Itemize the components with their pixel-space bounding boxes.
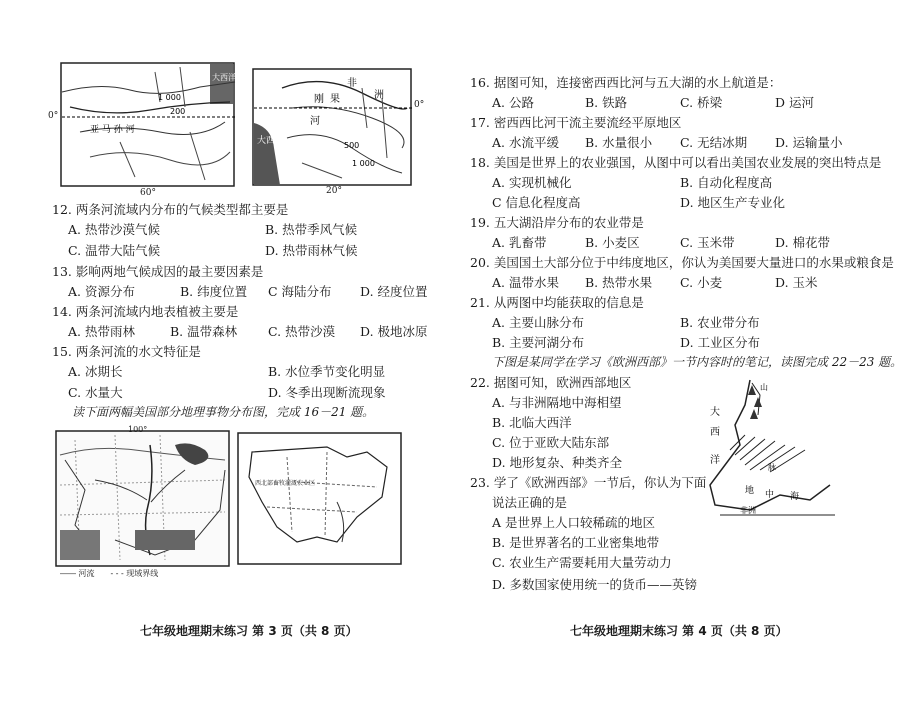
- q20-option-a[interactable]: A. 温带水果: [492, 275, 559, 290]
- legend-boundary: - - - 现域界线: [110, 569, 159, 578]
- instruction-22-23: 下图是某同学在学习《欧洲西部》一节内容时的笔记，读图完成 22－23 题。: [492, 355, 902, 369]
- congo-label-1: 刚: [314, 94, 324, 105]
- ocean-label: 大西洋: [257, 136, 285, 146]
- congo-label-2: 果: [330, 94, 340, 105]
- q22-option-d[interactable]: D. 地形复杂、种类齐全: [492, 455, 623, 470]
- ocean-label: 大西洋: [212, 73, 236, 82]
- q22-stem: 22. 据图可知，欧洲西部地区: [470, 375, 632, 390]
- q19-option-b[interactable]: B. 小麦区: [585, 235, 640, 250]
- q14-stem: 14. 两条河流域内地表植被主要是: [52, 304, 239, 319]
- western-europe-sketch: [690, 375, 840, 525]
- q18-stem: 18. 美国是世界上的农业强国，从图中可以看出美国农业发展的突出特点是: [470, 155, 882, 170]
- q22-option-a[interactable]: A. 与非洲隔地中海相望: [492, 395, 622, 410]
- atlantic-label-3: 洋: [710, 455, 720, 466]
- med-label-3: 海: [790, 492, 800, 502]
- q17-option-d[interactable]: D. 运输量小: [775, 135, 843, 150]
- q17-option-a[interactable]: A. 水流平缓: [492, 135, 559, 150]
- q15-option-b[interactable]: B. 水位季节变化明显: [268, 364, 386, 379]
- q18-option-a[interactable]: A. 实现机械化: [492, 175, 572, 190]
- q18-option-b[interactable]: B. 自动化程度高: [680, 175, 773, 190]
- q16-option-c[interactable]: C. 桥梁: [680, 95, 723, 110]
- africa-label-2: 洲: [374, 90, 384, 101]
- med-label-2: 中: [765, 490, 775, 500]
- q17-option-c[interactable]: C. 无结冰期: [680, 135, 748, 150]
- q22-option-c[interactable]: C. 位于亚欧大陆东部: [492, 435, 610, 450]
- river-label: 亚 马 孙 河: [90, 125, 135, 135]
- q15-option-d[interactable]: D. 冬季出现断流现象: [268, 385, 386, 400]
- instruction-16-21: 读下面两幅美国部分地理事物分布图，完成 16－21 题。: [72, 405, 375, 419]
- q19-option-a[interactable]: A. 乳畜带: [492, 235, 547, 250]
- q15-option-c[interactable]: C. 水量大: [68, 385, 123, 400]
- contour-1000-label: 1 000: [352, 159, 375, 168]
- q15-option-a[interactable]: A. 冰期长: [68, 364, 123, 379]
- q21-option-d[interactable]: D. 工业区分布: [680, 335, 761, 350]
- lon-20-label: 20°: [326, 186, 342, 196]
- q19-option-c[interactable]: C. 玉米带: [680, 235, 735, 250]
- q12-option-b[interactable]: B. 热带季风气候: [265, 222, 358, 237]
- q20-stem: 20. 美国国土大部分位于中纬度地区，你认为美国要大量进口的水果或粮食是: [470, 255, 894, 270]
- q12-option-c[interactable]: C. 温带大陆气候: [68, 243, 161, 258]
- q14-option-d[interactable]: D. 极地冰原: [360, 324, 428, 339]
- lon-100-label: 100°: [128, 425, 148, 434]
- lon-60-label: 60°: [140, 188, 156, 198]
- q20-option-d[interactable]: D. 玉米: [775, 275, 818, 290]
- river-label: 河: [310, 116, 320, 127]
- congo-map: [252, 68, 412, 186]
- q21-option-a[interactable]: A. 主要山脉分布: [492, 315, 584, 330]
- lat-0-label: 0°: [48, 111, 59, 121]
- lat-0-label-2: 0°: [414, 100, 425, 110]
- amazon-map: [60, 62, 235, 187]
- q14-option-a[interactable]: A. 热带雨林: [68, 324, 135, 339]
- usa-agri-map: [237, 432, 402, 565]
- q12-option-d[interactable]: D. 热带雨林气候: [265, 243, 358, 258]
- q23-option-c[interactable]: C. 农业生产需要耗用大量劳动力: [492, 555, 672, 570]
- range-label: 脉: [768, 463, 776, 472]
- q13-option-d[interactable]: D. 经度位置: [360, 284, 428, 299]
- q16-stem: 16. 据图可知，连接密西西比河与五大湖的水上航道是：: [470, 75, 782, 90]
- q21-option-c[interactable]: B. 主要河湖分布: [492, 335, 585, 350]
- atlantic-label-2: 西: [710, 427, 720, 438]
- q19-option-d[interactable]: D. 棉花带: [775, 235, 831, 250]
- q16-option-b[interactable]: B. 铁路: [585, 95, 628, 110]
- atlantic-label-1: 大: [710, 407, 720, 418]
- usa-river-map: [55, 430, 230, 567]
- med-label-1: 地: [745, 486, 755, 496]
- q20-option-b[interactable]: B. 热带水果: [585, 275, 653, 290]
- africa-label: 非洲: [740, 506, 756, 515]
- q14-option-c[interactable]: C. 热带沙漠: [268, 324, 336, 339]
- q13-option-a[interactable]: A. 资源分布: [68, 284, 135, 299]
- agri-region-label: 西北部畜牧灌溉农业区: [255, 480, 316, 487]
- q23-stem-cont: 说法正确的是: [492, 495, 568, 510]
- q14-option-b[interactable]: B. 温带森林: [170, 324, 238, 339]
- contour-1000-label: 1 000: [158, 93, 181, 102]
- q22-option-b[interactable]: B. 北临大西洋: [492, 415, 572, 430]
- q13-option-b[interactable]: B. 纬度位置: [180, 284, 248, 299]
- mountain-label: 山: [760, 383, 768, 392]
- q23-stem: 23. 学了《欧洲西部》一节后，你认为下面: [470, 475, 707, 490]
- q12-stem: 12. 两条河流域内分布的气候类型都主要是: [52, 202, 289, 217]
- q13-option-c[interactable]: C 海陆分布: [268, 284, 332, 299]
- q23-option-a[interactable]: A 是世界上人口较稀疏的地区: [492, 515, 656, 530]
- q16-option-d[interactable]: D 运河: [775, 95, 814, 110]
- right-page-footer: 七年级地理期末练习 第 4 页（共 8 页）: [570, 624, 788, 638]
- q21-option-b[interactable]: B. 农业带分布: [680, 315, 760, 330]
- q19-stem: 19. 五大湖沿岸分布的农业带是: [470, 215, 644, 230]
- q21-stem: 21. 从两图中均能获取的信息是: [470, 295, 644, 310]
- q23-option-b[interactable]: B. 是世界著名的工业密集地带: [492, 535, 660, 550]
- contour-200-label: 200: [170, 107, 186, 116]
- left-page-footer: 七年级地理期末练习 第 3 页（共 8 页）: [140, 624, 358, 638]
- legend-river: ―― 河流: [60, 569, 95, 578]
- contour-500-label: 500: [344, 141, 360, 150]
- q12-option-a[interactable]: A. 热带沙漠气候: [68, 222, 160, 237]
- q18-option-d[interactable]: D. 地区生产专业化: [680, 195, 786, 210]
- q16-option-a[interactable]: A. 公路: [492, 95, 534, 110]
- q13-stem: 13. 影响两地气候成因的最主要因素是: [52, 264, 264, 279]
- q18-option-c[interactable]: C 信息化程度高: [492, 195, 581, 210]
- usa-map-legend: [60, 568, 158, 579]
- q15-stem: 15. 两条河流的水文特征是: [52, 344, 201, 359]
- africa-label-1: 非: [347, 78, 357, 89]
- q20-option-c[interactable]: C. 小麦: [680, 275, 723, 290]
- q23-option-d[interactable]: D. 多数国家使用统一的货币——英镑: [492, 577, 698, 592]
- q17-stem: 17. 密西西比河干流主要流经平原地区: [470, 115, 682, 130]
- q17-option-b[interactable]: B. 水量很小: [585, 135, 653, 150]
